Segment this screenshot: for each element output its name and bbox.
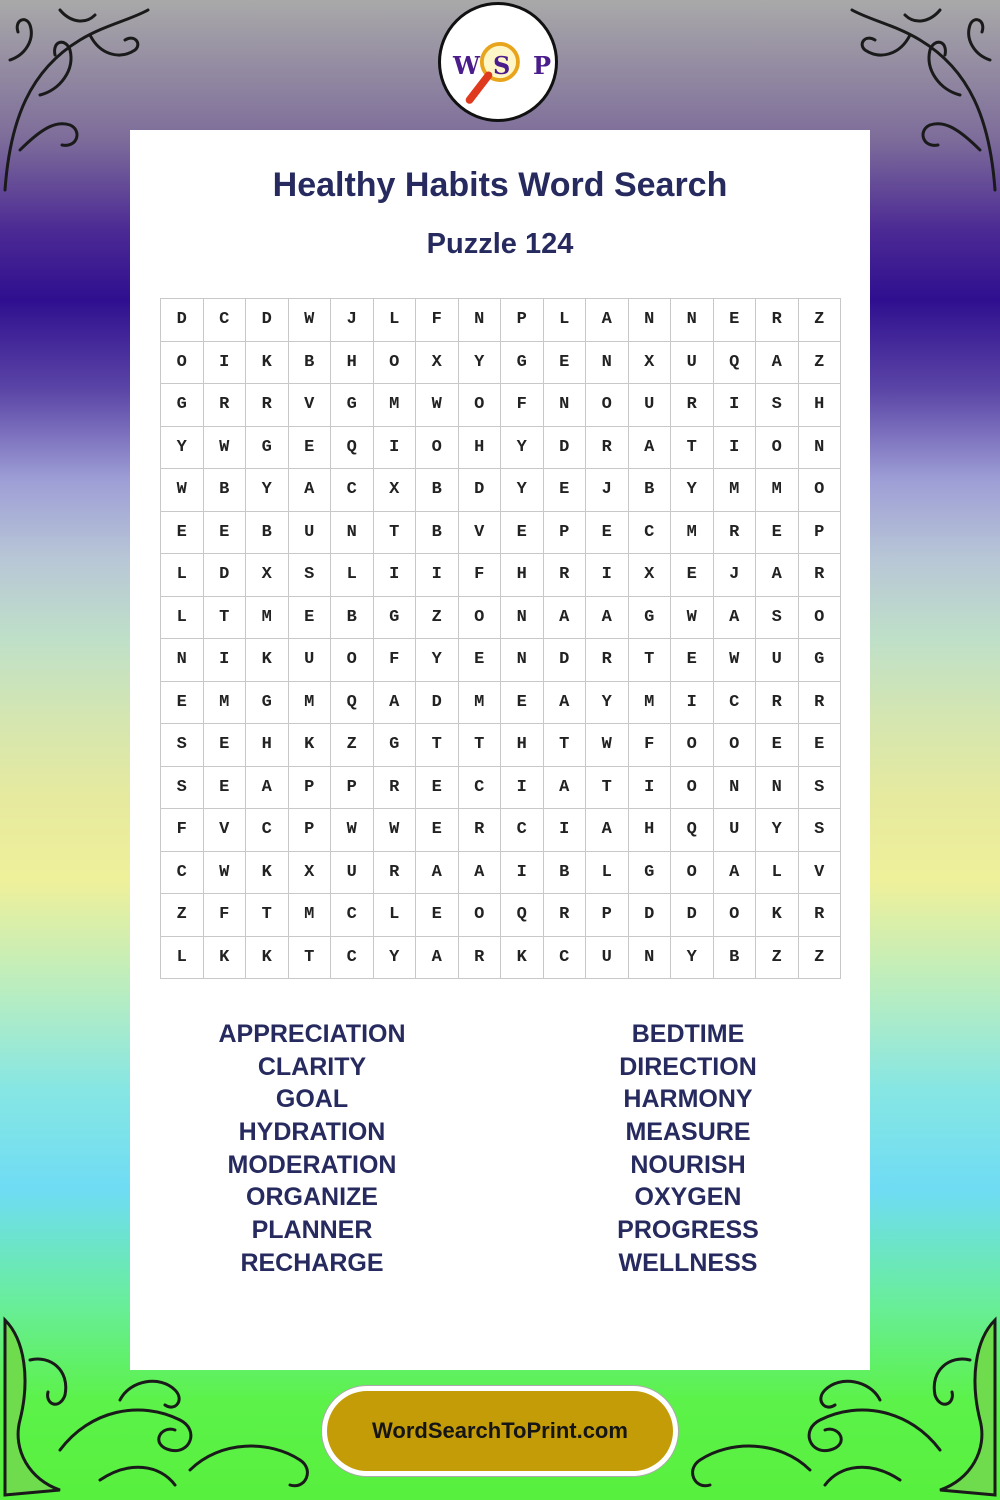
grid-cell[interactable]: H	[501, 724, 544, 767]
grid-cell[interactable]: E	[161, 512, 204, 555]
grid-cell[interactable]: Y	[756, 809, 799, 852]
grid-cell[interactable]: R	[544, 554, 587, 597]
grid-cell[interactable]: U	[671, 342, 714, 385]
grid-cell[interactable]: T	[416, 724, 459, 767]
grid-cell[interactable]: S	[161, 767, 204, 810]
grid-cell[interactable]: E	[544, 342, 587, 385]
grid-cell[interactable]: C	[331, 937, 374, 980]
grid-cell[interactable]: M	[289, 682, 332, 725]
grid-cell[interactable]: O	[714, 894, 757, 937]
grid-cell[interactable]: L	[586, 852, 629, 895]
grid-cell[interactable]: W	[714, 639, 757, 682]
grid-cell[interactable]: O	[459, 894, 502, 937]
grid-cell[interactable]: I	[204, 342, 247, 385]
grid-cell[interactable]: R	[799, 682, 842, 725]
grid-cell[interactable]: Z	[331, 724, 374, 767]
grid-cell[interactable]: N	[629, 299, 672, 342]
grid-cell[interactable]: I	[714, 384, 757, 427]
grid-cell[interactable]: E	[714, 299, 757, 342]
grid-cell[interactable]: C	[544, 937, 587, 980]
grid-cell[interactable]: G	[629, 852, 672, 895]
grid-cell[interactable]: L	[161, 937, 204, 980]
word-list-item: GOAL	[275, 1085, 349, 1114]
grid-cell[interactable]: O	[799, 469, 842, 512]
word-list-item: ORGANIZE	[246, 1183, 378, 1212]
grid-cell[interactable]: L	[374, 299, 417, 342]
grid-cell[interactable]: Z	[799, 342, 842, 385]
grid-cell[interactable]: E	[799, 724, 842, 767]
grid-cell[interactable]: B	[544, 852, 587, 895]
grid-cell[interactable]: A	[629, 427, 672, 470]
grid-cell[interactable]: N	[629, 937, 672, 980]
grid-cell[interactable]: H	[331, 342, 374, 385]
grid-cell[interactable]: W	[289, 299, 332, 342]
grid-cell[interactable]: V	[204, 809, 247, 852]
grid-cell[interactable]: L	[374, 894, 417, 937]
grid-cell[interactable]: E	[671, 554, 714, 597]
grid-cell[interactable]: G	[374, 724, 417, 767]
grid-cell[interactable]: A	[416, 937, 459, 980]
grid-cell[interactable]: A	[714, 597, 757, 640]
grid-cell[interactable]: J	[714, 554, 757, 597]
grid-cell[interactable]: E	[289, 597, 332, 640]
grid-cell[interactable]: E	[501, 682, 544, 725]
grid-cell[interactable]: N	[586, 342, 629, 385]
grid-cell[interactable]: A	[756, 554, 799, 597]
grid-cell[interactable]: Q	[501, 894, 544, 937]
grid-cell[interactable]: C	[246, 809, 289, 852]
grid-cell[interactable]: A	[756, 342, 799, 385]
grid-cell[interactable]: B	[416, 512, 459, 555]
grid-cell[interactable]: T	[671, 427, 714, 470]
grid-cell[interactable]: D	[629, 894, 672, 937]
grid-cell[interactable]: I	[629, 767, 672, 810]
grid-cell[interactable]: C	[459, 767, 502, 810]
grid-cell[interactable]: T	[459, 724, 502, 767]
grid-cell[interactable]: W	[204, 427, 247, 470]
grid-cell[interactable]: H	[799, 384, 842, 427]
grid-cell[interactable]: W	[331, 809, 374, 852]
grid-cell[interactable]: Y	[671, 469, 714, 512]
grid-cell[interactable]: W	[374, 809, 417, 852]
grid-cell[interactable]: P	[289, 767, 332, 810]
grid-cell[interactable]: E	[756, 512, 799, 555]
grid-cell[interactable]: S	[799, 767, 842, 810]
grid-cell[interactable]: A	[586, 809, 629, 852]
grid-cell[interactable]: F	[374, 639, 417, 682]
grid-cell[interactable]: D	[544, 427, 587, 470]
grid-cell[interactable]: I	[374, 427, 417, 470]
grid-cell[interactable]: O	[331, 639, 374, 682]
grid-cell[interactable]: B	[331, 597, 374, 640]
grid-cell[interactable]: R	[544, 894, 587, 937]
corner-ornament-icon	[850, 0, 1000, 200]
grid-cell[interactable]: E	[204, 767, 247, 810]
grid-cell[interactable]: O	[374, 342, 417, 385]
grid-cell[interactable]: R	[374, 767, 417, 810]
grid-cell[interactable]: F	[501, 384, 544, 427]
grid-cell[interactable]: T	[586, 767, 629, 810]
word-list-item: HARMONY	[623, 1085, 753, 1114]
word-list-item: HYDRATION	[238, 1118, 386, 1147]
grid-cell[interactable]: B	[289, 342, 332, 385]
word-list-left	[172, 1018, 452, 1280]
grid-cell[interactable]: O	[756, 427, 799, 470]
grid-cell[interactable]: A	[714, 852, 757, 895]
grid-cell[interactable]: I	[714, 427, 757, 470]
grid-cell[interactable]: R	[586, 427, 629, 470]
grid-cell[interactable]: G	[374, 597, 417, 640]
grid-cell[interactable]: I	[204, 639, 247, 682]
grid-cell[interactable]: M	[374, 384, 417, 427]
grid-cell[interactable]: O	[416, 427, 459, 470]
grid-cell[interactable]: S	[799, 809, 842, 852]
grid-cell[interactable]: A	[586, 597, 629, 640]
grid-cell[interactable]: W	[671, 597, 714, 640]
grid-cell[interactable]: N	[459, 299, 502, 342]
grid-cell[interactable]: K	[246, 852, 289, 895]
grid-cell[interactable]: A	[289, 469, 332, 512]
grid-cell[interactable]: H	[459, 427, 502, 470]
grid-cell[interactable]: F	[204, 894, 247, 937]
grid-cell[interactable]: E	[756, 724, 799, 767]
grid-cell[interactable]: E	[586, 512, 629, 555]
grid-cell[interactable]: Q	[714, 342, 757, 385]
grid-cell[interactable]: N	[544, 384, 587, 427]
grid-cell[interactable]: T	[544, 724, 587, 767]
grid-cell[interactable]: Q	[331, 427, 374, 470]
grid-cell[interactable]: Y	[586, 682, 629, 725]
grid-cell[interactable]: K	[289, 724, 332, 767]
grid-cell[interactable]: L	[161, 554, 204, 597]
grid-cell[interactable]: A	[246, 767, 289, 810]
grid-cell[interactable]: X	[246, 554, 289, 597]
grid-cell[interactable]: D	[204, 554, 247, 597]
logo-letter-w: W	[453, 51, 480, 80]
grid-cell[interactable]: T	[629, 639, 672, 682]
grid-cell[interactable]: L	[161, 597, 204, 640]
grid-cell[interactable]: O	[671, 767, 714, 810]
grid-cell[interactable]: C	[331, 469, 374, 512]
grid-cell[interactable]: W	[586, 724, 629, 767]
grid-cell[interactable]: F	[629, 724, 672, 767]
grid-cell[interactable]: C	[714, 682, 757, 725]
word-list-item: APPRECIATION	[218, 1020, 406, 1048]
grid-cell[interactable]: G	[629, 597, 672, 640]
grid-cell[interactable]: P	[799, 512, 842, 555]
grid-cell[interactable]: W	[161, 469, 204, 512]
grid-cell[interactable]: Z	[799, 299, 842, 342]
grid-cell[interactable]: B	[714, 937, 757, 980]
grid-cell[interactable]: D	[544, 639, 587, 682]
grid-cell[interactable]: Z	[756, 937, 799, 980]
grid-cell[interactable]: Y	[416, 639, 459, 682]
grid-cell[interactable]: G	[246, 682, 289, 725]
logo-letter-s: S	[493, 51, 511, 80]
grid-cell[interactable]: K	[246, 342, 289, 385]
grid-cell[interactable]: K	[246, 639, 289, 682]
grid-cell[interactable]: N	[671, 299, 714, 342]
word-list-item: RECHARGE	[240, 1248, 384, 1277]
grid-cell[interactable]: Y	[459, 342, 502, 385]
grid-cell[interactable]: E	[204, 512, 247, 555]
grid-cell[interactable]: D	[671, 894, 714, 937]
grid-cell[interactable]: I	[586, 554, 629, 597]
grid-cell[interactable]: N	[714, 767, 757, 810]
grid-cell[interactable]: A	[544, 597, 587, 640]
website-link-label: WordSearchToPrint.com	[372, 1418, 628, 1443]
grid-cell[interactable]: B	[416, 469, 459, 512]
grid-cell[interactable]: M	[246, 597, 289, 640]
grid-cell[interactable]: O	[671, 852, 714, 895]
word-list-item: NOURISH	[630, 1150, 746, 1179]
grid-cell[interactable]: R	[459, 809, 502, 852]
grid-cell[interactable]: D	[161, 299, 204, 342]
grid-cell[interactable]: A	[416, 852, 459, 895]
grid-cell[interactable]: V	[289, 384, 332, 427]
grid-cell[interactable]: U	[714, 809, 757, 852]
grid-cell[interactable]: Z	[799, 937, 842, 980]
grid-cell[interactable]: V	[459, 512, 502, 555]
grid-cell[interactable]: U	[629, 384, 672, 427]
page-title: Healthy Habits Word Search	[272, 166, 728, 204]
grid-cell[interactable]: A	[374, 682, 417, 725]
grid-cell[interactable]: O	[586, 384, 629, 427]
website-link-button[interactable]	[322, 1386, 678, 1476]
grid-cell[interactable]: Y	[374, 937, 417, 980]
grid-cell[interactable]: I	[374, 554, 417, 597]
grid-cell[interactable]: R	[714, 512, 757, 555]
word-list-item: CLARITY	[257, 1052, 367, 1081]
grid-cell[interactable]: M	[714, 469, 757, 512]
grid-cell[interactable]: N	[756, 767, 799, 810]
grid-cell[interactable]: R	[246, 384, 289, 427]
grid-cell[interactable]: I	[671, 682, 714, 725]
grid-cell[interactable]: R	[459, 937, 502, 980]
grid-cell[interactable]: R	[756, 299, 799, 342]
grid-cell[interactable]: O	[671, 724, 714, 767]
grid-cell[interactable]: G	[246, 427, 289, 470]
word-list-item: MEASURE	[625, 1118, 751, 1147]
grid-cell[interactable]: G	[331, 384, 374, 427]
grid-cell[interactable]: A	[586, 299, 629, 342]
grid-cell[interactable]: V	[799, 852, 842, 895]
grid-cell[interactable]: R	[586, 639, 629, 682]
grid-cell[interactable]: S	[161, 724, 204, 767]
grid-cell[interactable]: G	[161, 384, 204, 427]
grid-cell[interactable]: O	[459, 384, 502, 427]
grid-cell[interactable]: P	[501, 299, 544, 342]
grid-cell[interactable]: P	[544, 512, 587, 555]
grid-cell[interactable]: N	[161, 639, 204, 682]
grid-cell[interactable]: R	[799, 894, 842, 937]
grid-cell[interactable]: E	[204, 724, 247, 767]
grid-cell[interactable]: Y	[246, 469, 289, 512]
grid-cell[interactable]: J	[586, 469, 629, 512]
grid-cell[interactable]: L	[756, 852, 799, 895]
corner-ornament-icon	[0, 0, 150, 200]
grid-cell[interactable]: K	[246, 937, 289, 980]
grid-cell[interactable]: E	[416, 767, 459, 810]
grid-cell[interactable]: M	[756, 469, 799, 512]
grid-cell[interactable]: T	[246, 894, 289, 937]
grid-cell[interactable]: O	[714, 724, 757, 767]
grid-cell[interactable]: Z	[416, 597, 459, 640]
puzzle-card	[130, 130, 870, 1370]
grid-cell[interactable]: E	[501, 512, 544, 555]
grid-cell[interactable]: I	[501, 852, 544, 895]
grid-cell[interactable]: H	[629, 809, 672, 852]
grid-cell[interactable]: K	[756, 894, 799, 937]
grid-cell[interactable]: E	[416, 809, 459, 852]
grid-cell[interactable]: N	[501, 639, 544, 682]
grid-cell[interactable]: B	[246, 512, 289, 555]
grid-cell[interactable]: F	[416, 299, 459, 342]
word-list-right	[548, 1018, 828, 1280]
grid-cell[interactable]: W	[416, 384, 459, 427]
grid-cell[interactable]: C	[204, 299, 247, 342]
grid-cell[interactable]: C	[501, 809, 544, 852]
grid-cell[interactable]: R	[756, 682, 799, 725]
word-list-item: OXYGEN	[634, 1183, 742, 1212]
grid-cell[interactable]: U	[331, 852, 374, 895]
grid-cell[interactable]: Y	[501, 469, 544, 512]
grid-cell[interactable]: N	[799, 427, 842, 470]
grid-cell[interactable]: D	[459, 469, 502, 512]
letter-grid	[160, 298, 841, 979]
grid-cell[interactable]: X	[416, 342, 459, 385]
grid-cell[interactable]: F	[161, 809, 204, 852]
grid-cell[interactable]: H	[246, 724, 289, 767]
grid-cell[interactable]: U	[289, 512, 332, 555]
grid-cell[interactable]: P	[289, 809, 332, 852]
grid-cell[interactable]: Q	[671, 809, 714, 852]
grid-cell[interactable]: G	[799, 639, 842, 682]
grid-cell[interactable]: A	[544, 767, 587, 810]
grid-cell[interactable]: X	[289, 852, 332, 895]
grid-cell[interactable]: Q	[331, 682, 374, 725]
grid-cell[interactable]: S	[756, 384, 799, 427]
grid-cell[interactable]: Y	[501, 427, 544, 470]
grid-cell[interactable]: H	[501, 554, 544, 597]
grid-cell[interactable]: E	[459, 639, 502, 682]
logo-letter-p: P	[533, 51, 552, 80]
grid-cell[interactable]: D	[246, 299, 289, 342]
grid-cell[interactable]: M	[459, 682, 502, 725]
grid-cell[interactable]: I	[416, 554, 459, 597]
grid-cell[interactable]: T	[204, 597, 247, 640]
grid-cell[interactable]: X	[629, 342, 672, 385]
grid-cell[interactable]: A	[459, 852, 502, 895]
grid-cell[interactable]: K	[204, 937, 247, 980]
word-list-item: PLANNER	[251, 1216, 373, 1245]
grid-cell[interactable]: O	[799, 597, 842, 640]
grid-cell[interactable]: W	[204, 852, 247, 895]
grid-cell[interactable]: J	[331, 299, 374, 342]
grid-cell[interactable]: M	[629, 682, 672, 725]
grid-cell[interactable]: S	[756, 597, 799, 640]
grid-cell[interactable]: R	[799, 554, 842, 597]
word-list-item: PROGRESS	[617, 1216, 759, 1245]
grid-cell[interactable]: I	[501, 767, 544, 810]
grid-cell[interactable]: M	[204, 682, 247, 725]
grid-cell[interactable]: E	[161, 682, 204, 725]
word-list-item: MODERATION	[227, 1150, 397, 1179]
grid-cell[interactable]: U	[289, 639, 332, 682]
grid-cell[interactable]: B	[629, 469, 672, 512]
grid-cell[interactable]: G	[501, 342, 544, 385]
word-list-item: BEDTIME	[631, 1020, 745, 1048]
grid-cell[interactable]: X	[374, 469, 417, 512]
grid-cell[interactable]: T	[374, 512, 417, 555]
grid-cell[interactable]: N	[331, 512, 374, 555]
grid-cell[interactable]: O	[161, 342, 204, 385]
grid-cell[interactable]: A	[544, 682, 587, 725]
grid-cell[interactable]: U	[586, 937, 629, 980]
grid-cell[interactable]: R	[671, 384, 714, 427]
puzzle-number: Puzzle 124	[426, 228, 574, 260]
grid-cell[interactable]: R	[374, 852, 417, 895]
grid-cell[interactable]: I	[544, 809, 587, 852]
word-list-item: DIRECTION	[619, 1052, 757, 1081]
grid-cell[interactable]: B	[204, 469, 247, 512]
word-list-item: WELLNESS	[618, 1248, 758, 1277]
grid-cell[interactable]: E	[671, 639, 714, 682]
grid-cell[interactable]: M	[671, 512, 714, 555]
grid-cell[interactable]: E	[544, 469, 587, 512]
grid-cell[interactable]: Y	[671, 937, 714, 980]
grid-cell[interactable]: Y	[161, 427, 204, 470]
grid-cell[interactable]: U	[756, 639, 799, 682]
grid-cell[interactable]: E	[289, 427, 332, 470]
grid-cell[interactable]: P	[331, 767, 374, 810]
grid-cell[interactable]: C	[331, 894, 374, 937]
grid-cell[interactable]: C	[629, 512, 672, 555]
grid-cell[interactable]: S	[289, 554, 332, 597]
grid-cell[interactable]: L	[331, 554, 374, 597]
grid-cell[interactable]: M	[289, 894, 332, 937]
grid-cell[interactable]: F	[459, 554, 502, 597]
grid-cell[interactable]: L	[544, 299, 587, 342]
grid-cell[interactable]: X	[629, 554, 672, 597]
grid-cell[interactable]: K	[501, 937, 544, 980]
site-logo[interactable]	[438, 2, 558, 122]
grid-cell[interactable]: Z	[161, 894, 204, 937]
grid-cell[interactable]: D	[416, 682, 459, 725]
grid-cell[interactable]: T	[289, 937, 332, 980]
grid-cell[interactable]: O	[459, 597, 502, 640]
grid-cell[interactable]: R	[204, 384, 247, 427]
grid-cell[interactable]: P	[586, 894, 629, 937]
grid-cell[interactable]: N	[501, 597, 544, 640]
grid-cell[interactable]: C	[161, 852, 204, 895]
grid-cell[interactable]: E	[416, 894, 459, 937]
